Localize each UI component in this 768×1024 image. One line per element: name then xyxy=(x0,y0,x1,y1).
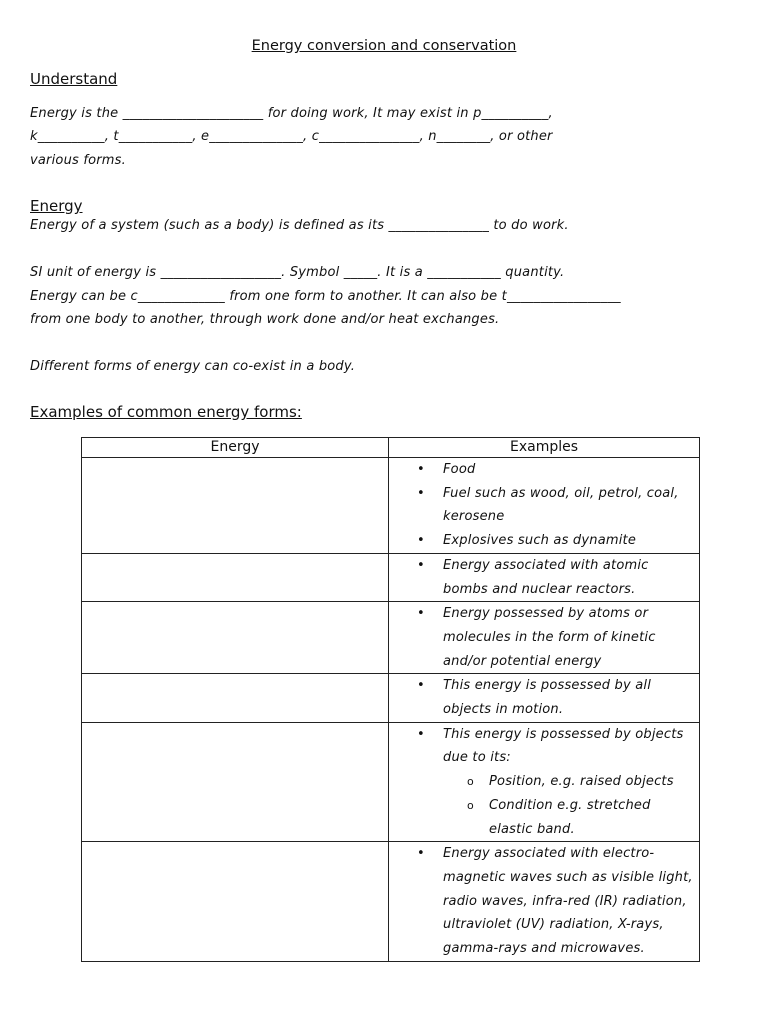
list-item: • This energy is possessed by all objects in motion. xyxy=(389,674,699,721)
list-item: • Energy associated with atomic bombs and nuclear reactors. xyxy=(389,554,699,601)
examples-cell xyxy=(389,458,700,554)
coexist-line: Different forms of energy can co-exist in a body. xyxy=(30,359,356,374)
energy-column-header: Energy xyxy=(82,438,389,458)
energy-definition: Energy of a system (such as a body) is defined as its _______________ to do work. xyxy=(30,218,569,233)
list-item: • Energy possessed by atoms or molecules in the form of kinetic and/or potential energy xyxy=(389,602,699,673)
table-row xyxy=(82,458,700,554)
table-header-row xyxy=(82,438,700,458)
list-item: • Food xyxy=(389,458,699,482)
understand-line-2: k__________, t___________, e______________, c_______________, n________, or other xyxy=(30,129,553,144)
understand-heading: Understand xyxy=(30,70,118,88)
energy-answer-cell[interactable] xyxy=(82,458,389,554)
sub-list-item: o Condition e.g. stretched elastic band. xyxy=(443,794,693,841)
list-item: • Energy associated with electro-magnetic waves such as visible light, radio waves, infra-red (IR) radiation, ultraviolet (UV) radiation, X-rays, gamma-rays and microwaves. xyxy=(389,842,699,961)
energy-answer-cell[interactable] xyxy=(82,553,389,601)
examples-cell xyxy=(389,722,700,842)
examples-cell xyxy=(389,674,700,722)
transfer-line: from one body to another, through work done and/or heat exchanges. xyxy=(30,312,500,327)
table-row xyxy=(82,842,700,962)
energy-answer-cell[interactable] xyxy=(82,674,389,722)
energy-answer-cell[interactable] xyxy=(82,842,389,962)
understand-line-3: various forms. xyxy=(30,153,126,168)
energy-heading: Energy xyxy=(30,197,83,215)
energy-answer-cell[interactable] xyxy=(82,602,389,674)
examples-cell xyxy=(389,602,700,674)
table-row xyxy=(82,553,700,601)
list-item-text: This energy is possessed by objects due to its: xyxy=(443,726,684,766)
list-item: • Explosives such as dynamite xyxy=(389,529,699,553)
table-row xyxy=(82,722,700,842)
examples-cell xyxy=(389,842,700,962)
examples-heading: Examples of common energy forms: xyxy=(30,403,302,421)
energy-answer-cell[interactable] xyxy=(82,722,389,842)
energy-forms-table xyxy=(81,437,700,962)
list-item: • Fuel such as wood, oil, petrol, coal, kerosene xyxy=(389,482,699,529)
convert-line: Energy can be c_____________ from one form to another. It can also be t_________________ xyxy=(30,289,621,304)
understand-line-1: Energy is the _____________________ for doing work, It may exist in p__________, xyxy=(30,106,553,121)
si-unit-line: SI unit of energy is __________________. Symbol _____. It is a ___________ quantity. xyxy=(30,265,565,280)
examples-column-header: Examples xyxy=(389,438,700,458)
sub-list-item: o Position, e.g. raised objects xyxy=(443,770,693,794)
table-row xyxy=(82,602,700,674)
page-title: Energy conversion and conservation xyxy=(251,38,517,54)
table-row xyxy=(82,674,700,722)
list-item xyxy=(389,723,699,842)
examples-cell xyxy=(389,553,700,601)
